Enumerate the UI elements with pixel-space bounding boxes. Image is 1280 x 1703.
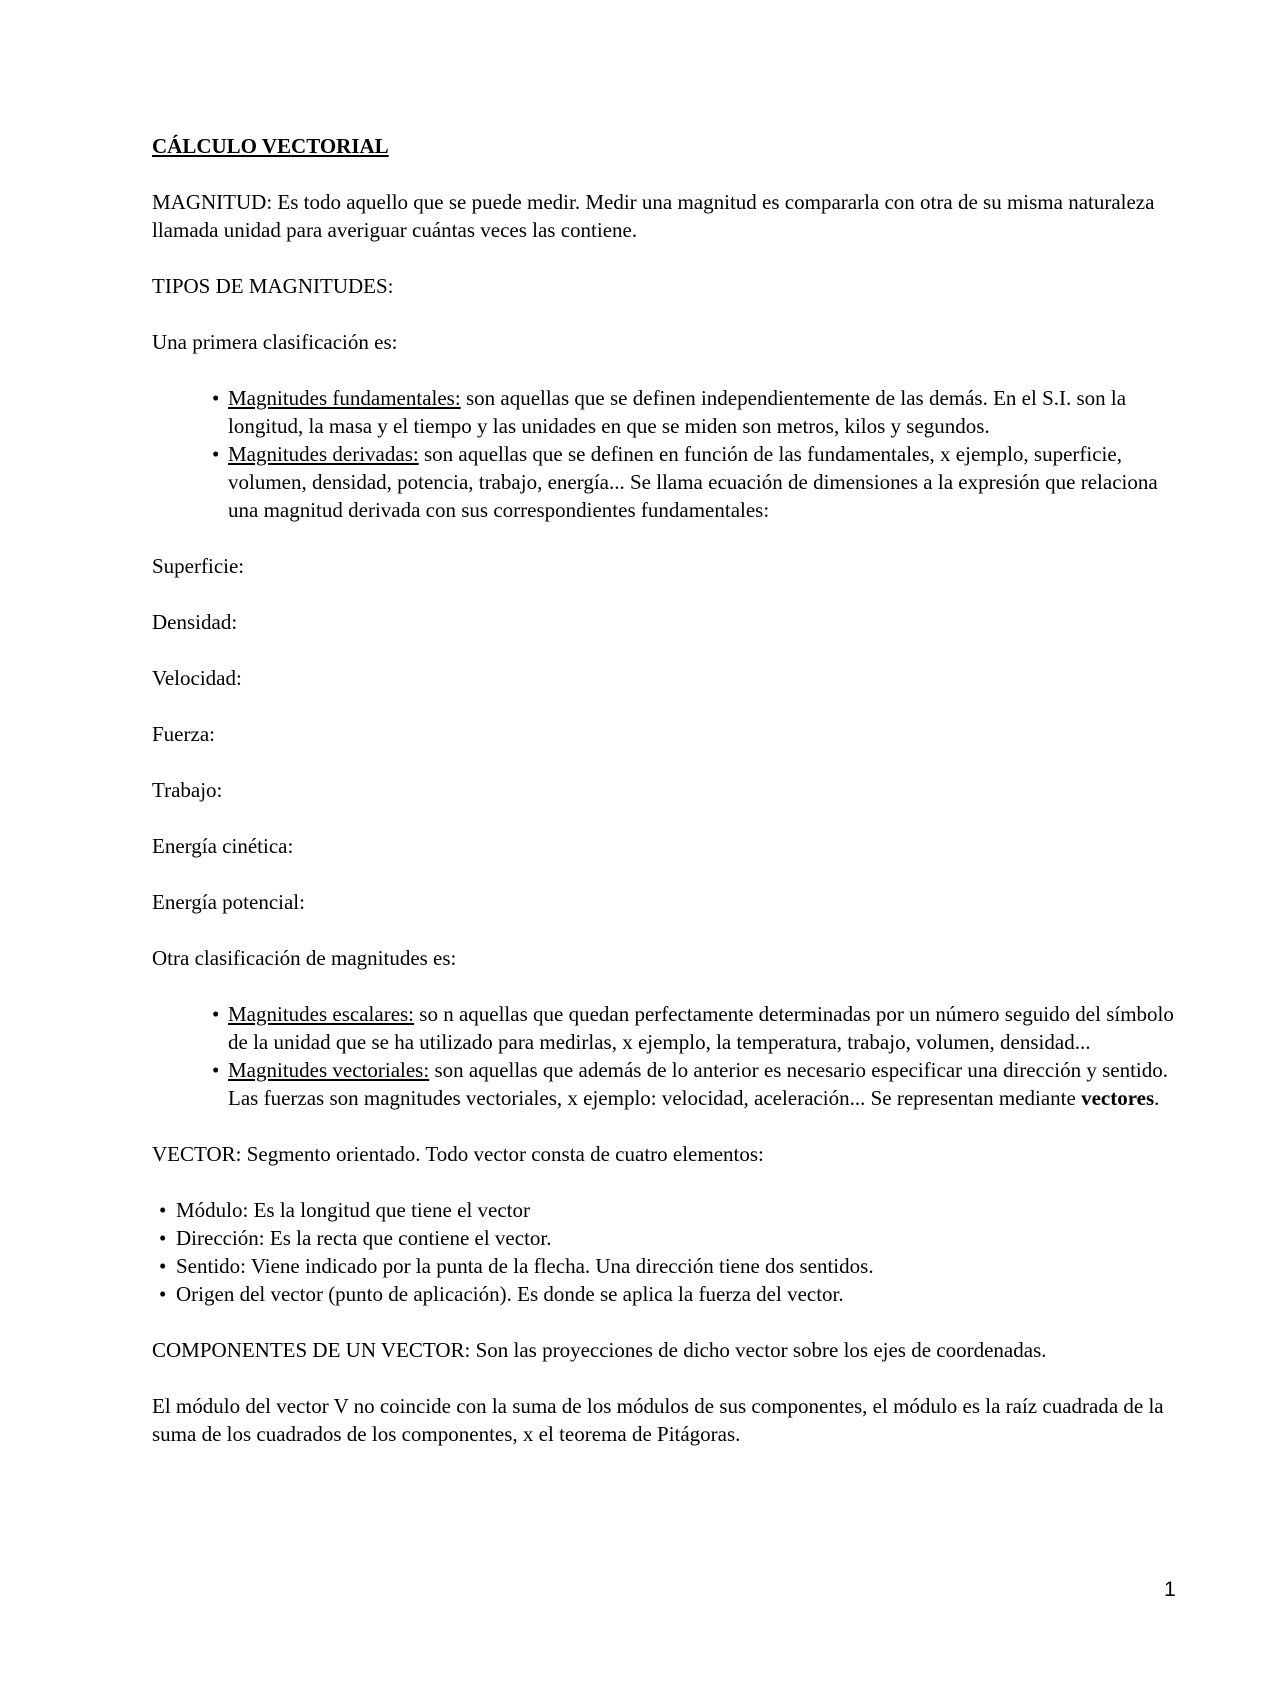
magnitud-label: MAGNITUD:	[152, 190, 273, 214]
vector-label: VECTOR:	[152, 1142, 242, 1166]
derived-energia-cinetica: Energía cinética:	[152, 834, 294, 858]
element-modulo: Módulo: Es la longitud que tiene el vector	[176, 1198, 531, 1222]
document-page	[152, 132, 1182, 1476]
document-title: CÁLCULO VECTORIAL	[152, 134, 389, 158]
magnitud-paragraph	[152, 188, 1182, 244]
text-derivadas: son aquellas que se definen en función de las fundamentales, x ejemplo, superficie, volumen, densidad, potencia, trabajo, energía... Se llama ecuación de dimensiones a la expresión que relaciona una magnitud derivada con sus correspondientes fundamentales:	[228, 442, 1158, 522]
componentes-text: Son las proyecciones de dicho vector sobre los ejes de coordenadas.	[470, 1338, 1047, 1362]
list-item	[152, 1252, 1182, 1280]
text-escalares: so n aquellas que quedan perfectamente determinadas por un número seguido del símbolo de la unidad que se ha utilizado para medirlas, x ejemplo, la temperatura, trabajo, volumen, densidad...	[228, 1002, 1174, 1054]
bold-vectores: vectores	[1081, 1086, 1155, 1110]
bullet-icon: •	[159, 1226, 167, 1250]
primera-clasificacion: Una primera clasificación es:	[152, 330, 398, 354]
text-vectoriales: son aquellas que además de lo anterior es necesario especificar una dirección y sentido. Las fuerzas son magnitudes vectoriales, x ejemplo: velocidad, aceleración... Se representan mediante	[228, 1058, 1168, 1110]
derived-trabajo: Trabajo:	[152, 778, 223, 802]
page-number: 1	[1164, 1578, 1176, 1601]
element-sentido: Sentido: Viene indicado por la punta de la flecha. Una dirección tiene dos sentidos.	[176, 1254, 874, 1278]
term-escalares: Magnitudes escalares:	[228, 1002, 415, 1026]
componentes-paragraph	[152, 1336, 1182, 1364]
vector-paragraph	[152, 1140, 1182, 1168]
derived-velocidad: Velocidad:	[152, 666, 242, 690]
list-item	[152, 1196, 1182, 1224]
derived-energia-potencial: Energía potencial:	[152, 890, 305, 914]
list-item	[152, 1000, 1182, 1056]
list-item	[152, 1280, 1182, 1308]
componentes-label: COMPONENTES DE UN VECTOR:	[152, 1338, 471, 1362]
modulo-paragraph: El módulo del vector V no coincide con la suma de los módulos de sus componentes, el módulo es la raíz cuadrada de la suma de los cuadrados de los componentes, x el teorema de Pitágoras.	[152, 1394, 1164, 1446]
vector-text: Segmento orientado. Todo vector consta de cuatro elementos:	[241, 1142, 764, 1166]
bullet-icon: •	[212, 442, 220, 466]
list-item	[152, 384, 1182, 440]
bullet-icon: •	[212, 1058, 220, 1082]
derived-superficie: Superficie:	[152, 554, 245, 578]
otra-clasificacion: Otra clasificación de magnitudes es:	[152, 946, 457, 970]
derived-fuerza: Fuerza:	[152, 722, 215, 746]
list-item	[152, 1056, 1182, 1112]
vector-elements-list	[152, 1196, 1182, 1308]
term-fundamentales: Magnitudes fundamentales:	[228, 386, 461, 410]
derived-densidad: Densidad:	[152, 610, 238, 634]
term-derivadas: Magnitudes derivadas:	[228, 442, 419, 466]
text-fundamentales: son aquellas que se definen independientemente de las demás. En el S.I. son la longitud, la masa y el tiempo y las unidades en que se miden son metros, kilos y segundos.	[228, 386, 1127, 438]
bullet-icon: •	[159, 1282, 167, 1306]
tipos-heading: TIPOS DE MAGNITUDES:	[152, 274, 394, 298]
list-item	[152, 440, 1182, 524]
term-vectoriales: Magnitudes vectoriales:	[228, 1058, 430, 1082]
magnitud-text: Es todo aquello que se puede medir. Medir una magnitud es compararla con otra de su misma naturaleza llamada unidad para averiguar cuántas veces las contiene.	[152, 190, 1155, 242]
bullet-icon: •	[212, 386, 220, 410]
classification-list-2	[152, 1000, 1182, 1112]
classification-list-1	[152, 384, 1182, 524]
bullet-icon: •	[159, 1254, 167, 1278]
list-item	[152, 1224, 1182, 1252]
element-direccion: Dirección: Es la recta que contiene el vector.	[176, 1226, 552, 1250]
document-title-block	[152, 132, 1182, 160]
bullet-icon: •	[212, 1002, 220, 1026]
element-origen: Origen del vector (punto de aplicación). Es donde se aplica la fuerza del vector.	[176, 1282, 844, 1306]
bullet-icon: •	[159, 1198, 167, 1222]
text-vectoriales-end: .	[1154, 1086, 1160, 1110]
